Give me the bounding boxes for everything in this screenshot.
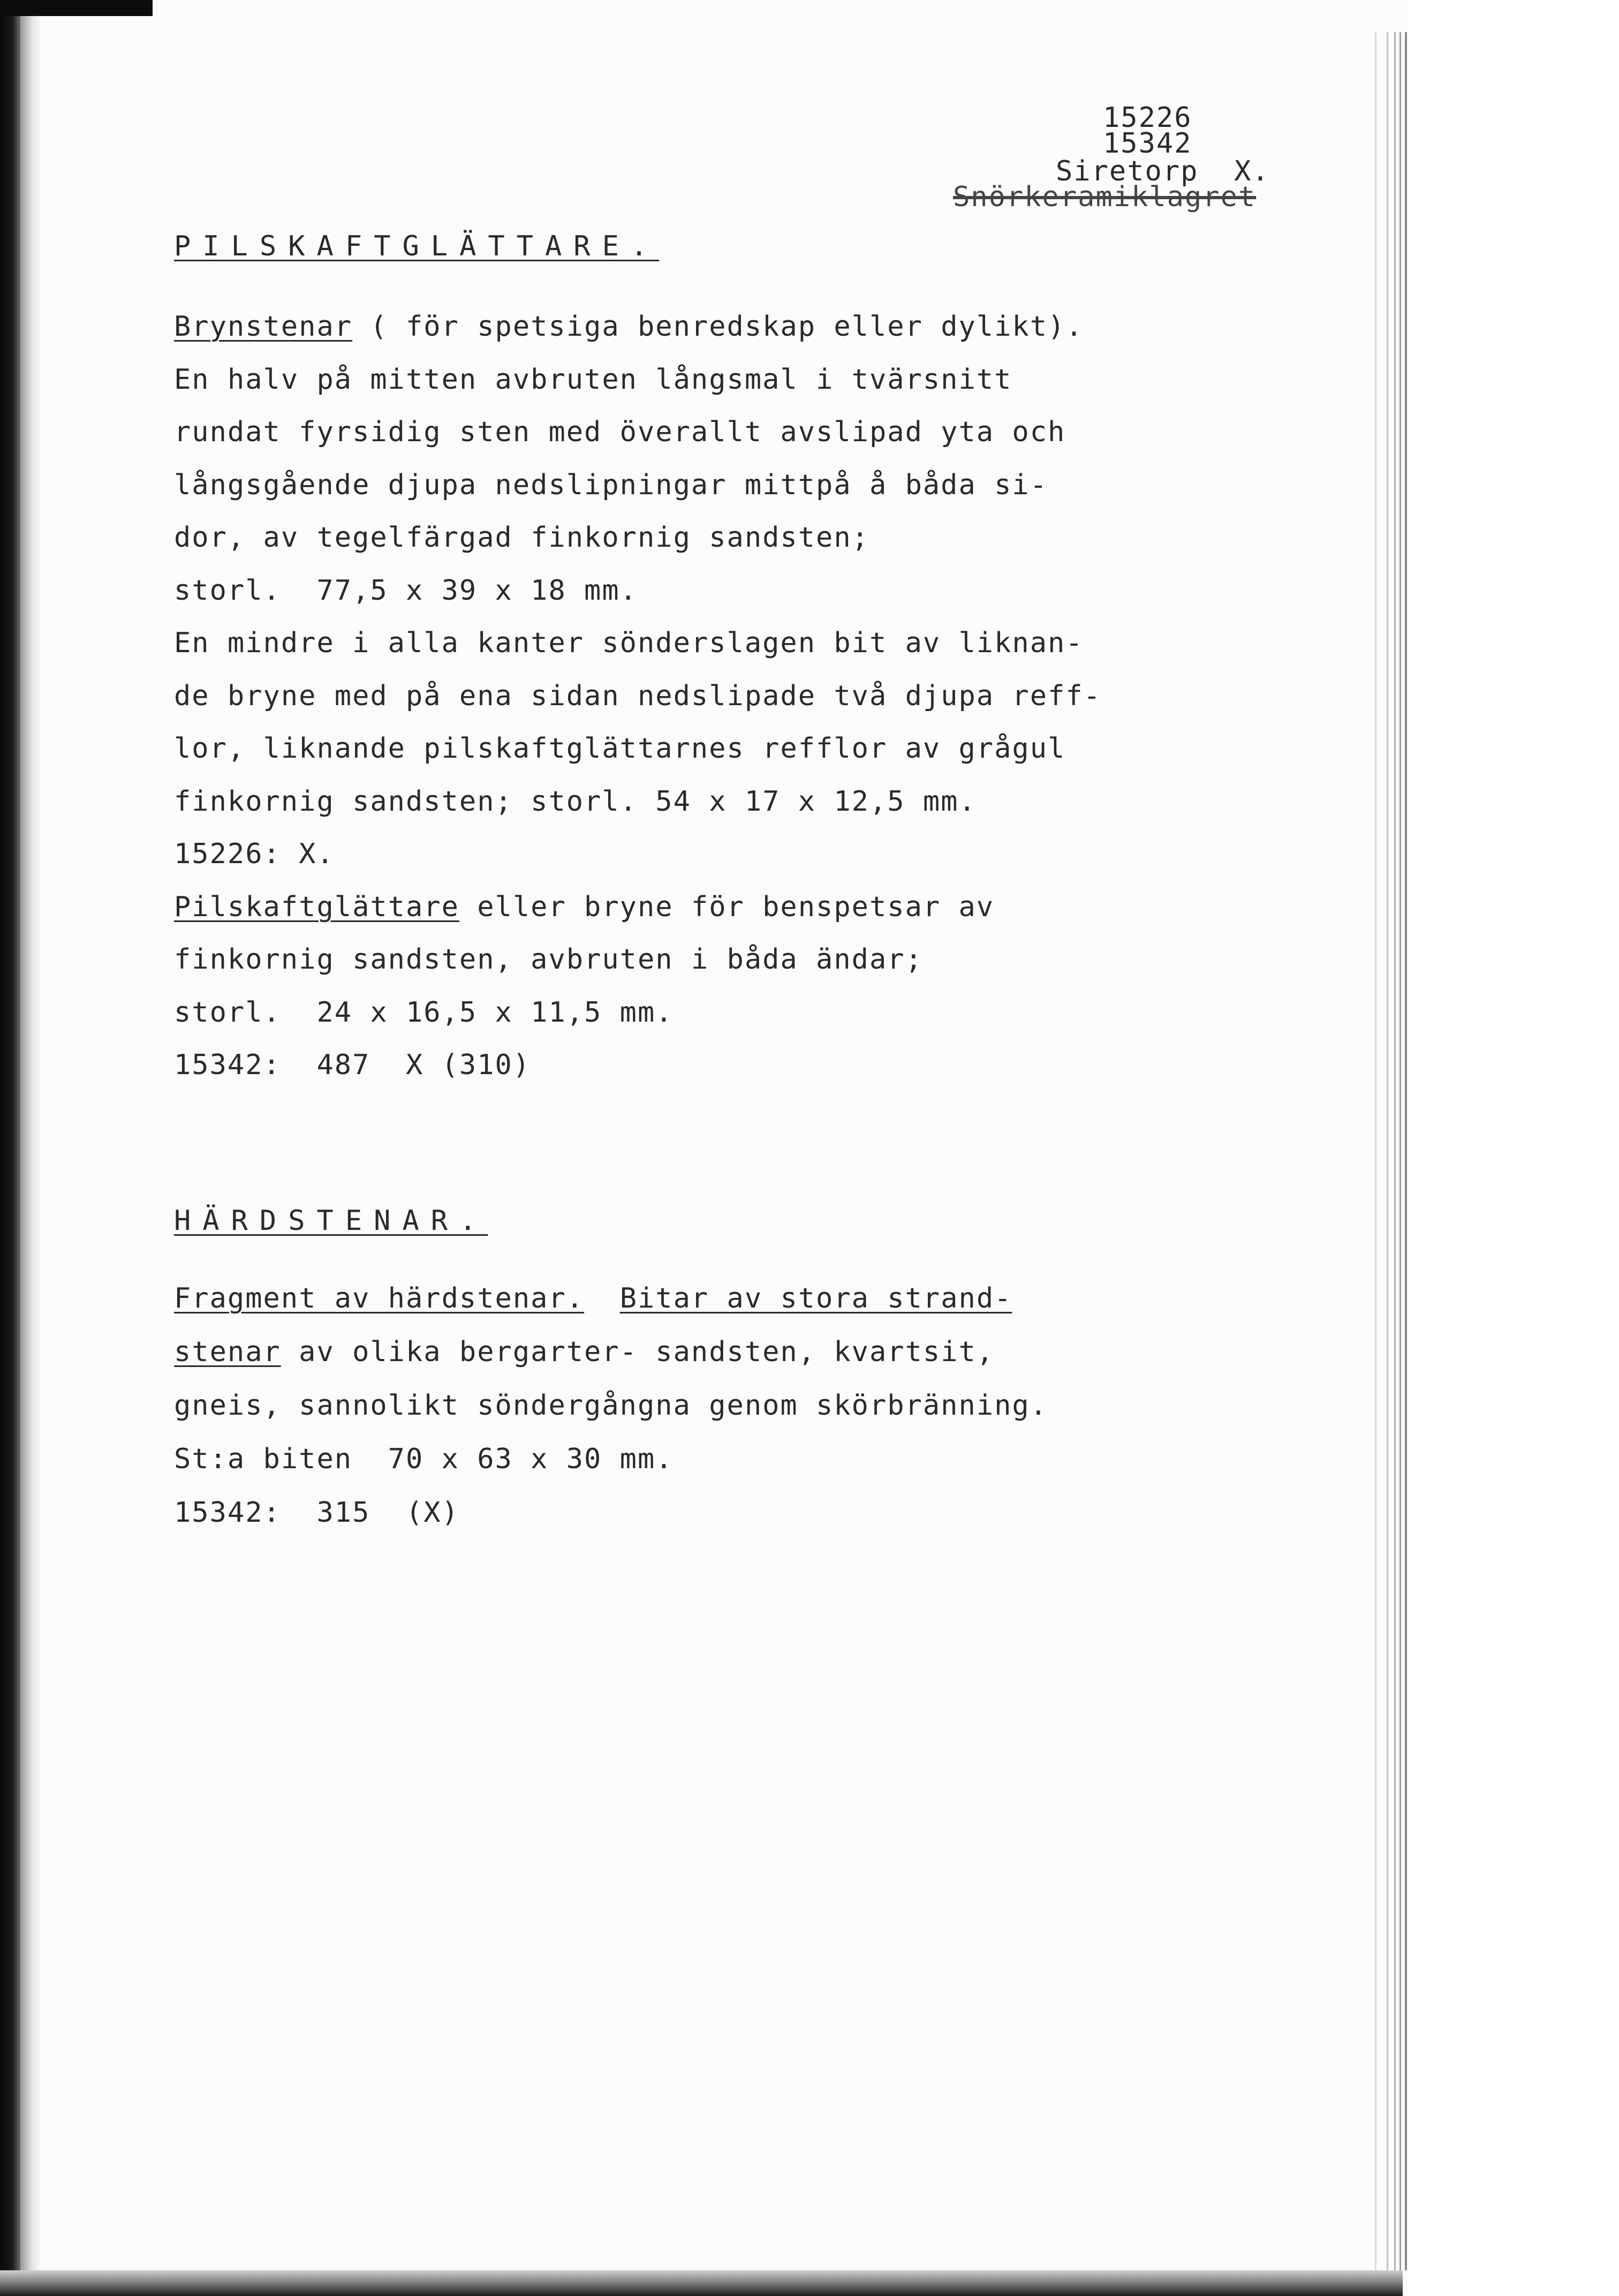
page-edge (1394, 32, 1396, 2270)
page-edge (1405, 32, 1407, 2270)
scan-border-bottom (0, 2270, 1403, 2296)
text-run: finkornig sandsten; storl. 54 x 17 x 12,5 mm. (174, 786, 977, 818)
underlined-term: Pilskaftglättare (174, 891, 459, 923)
text-run: ( för spetsiga benredskap eller dylikt). (352, 311, 1084, 343)
text-run: 15342: 487 X (310) (174, 1049, 531, 1081)
section-heading: HÄRDSTENAR. (174, 1205, 488, 1237)
text-line (174, 1443, 674, 1475)
text-line (174, 469, 1048, 501)
text-run: En halv på mitten avbruten långsmal i tvärsnitt (174, 364, 1012, 396)
text-line (174, 575, 638, 607)
text-run: av olika bergarter- sandsten, kvartsit, (281, 1336, 995, 1368)
site-name: Siretorp X. (1056, 155, 1270, 187)
text-line (174, 786, 977, 818)
text-line (174, 1336, 994, 1368)
text-run: 15342: 315 (X) (174, 1497, 459, 1529)
text-run: långsgående djupa nedslipningar mittpå å båda si- (174, 469, 1048, 501)
text-run: finkornig sandsten, avbruten i båda ändar; (174, 943, 923, 976)
text-run: dor, av tegelfärgad finkornig sandsten; (174, 522, 869, 554)
text-run: 15226: X. (174, 838, 335, 870)
text-run: de bryne med på ena sidan nedslipade två djupa reff- (174, 680, 1101, 712)
scan-border-top (0, 0, 153, 16)
underlined-term: Fragment av härdstenar. (174, 1282, 585, 1315)
section-heading: PILSKAFTGLÄTTARE. (174, 230, 660, 262)
text-run: storl. 24 x 16,5 x 11,5 mm. (174, 996, 674, 1029)
text-run (584, 1282, 620, 1315)
right-margin (1408, 0, 1619, 2296)
catalog-number: 15342 (1103, 127, 1192, 160)
text-line (174, 680, 1101, 712)
text-line (174, 311, 1084, 343)
text-line (174, 943, 923, 976)
underlined-term: stenar (174, 1336, 281, 1368)
text-line (174, 1049, 531, 1081)
text-line (174, 522, 869, 554)
text-run: lor, liknande pilskaftglättarnes refflor av grågul (174, 732, 1066, 765)
struck-label: Snörkeramiklagret (953, 181, 1257, 213)
text-line (174, 364, 1012, 396)
text-run: storl. 77,5 x 39 x 18 mm. (174, 575, 638, 607)
text-line (174, 1497, 459, 1529)
text-line (174, 627, 1084, 659)
text-line (174, 416, 1065, 448)
text-line (174, 838, 335, 870)
text-line (174, 996, 674, 1029)
scan-border-left (0, 0, 20, 2296)
text-run: En mindre i alla kanter sönderslagen bit av liknan- (174, 627, 1084, 659)
text-line (174, 732, 1065, 765)
text-run: eller bryne för benspetsar av (459, 891, 995, 923)
underlined-term: Bitar av stora strand- (619, 1282, 1012, 1315)
text-run: St:a biten 70 x 63 x 30 mm. (174, 1443, 674, 1475)
text-line (174, 1389, 1048, 1422)
page-edge (1387, 32, 1388, 2270)
catalog-number: 15226 (1103, 102, 1192, 134)
page-curl-shadow (20, 16, 42, 2270)
page-edge (1399, 32, 1401, 2270)
text-run: gneis, sannolikt söndergångna genom skörbränning. (174, 1389, 1048, 1422)
page-edge (1375, 32, 1376, 2270)
text-line (174, 891, 994, 923)
text-run: rundat fyrsidig sten med överallt avslipad yta och (174, 416, 1066, 448)
text-line (174, 1282, 1012, 1315)
underlined-term: Brynstenar (174, 311, 353, 343)
